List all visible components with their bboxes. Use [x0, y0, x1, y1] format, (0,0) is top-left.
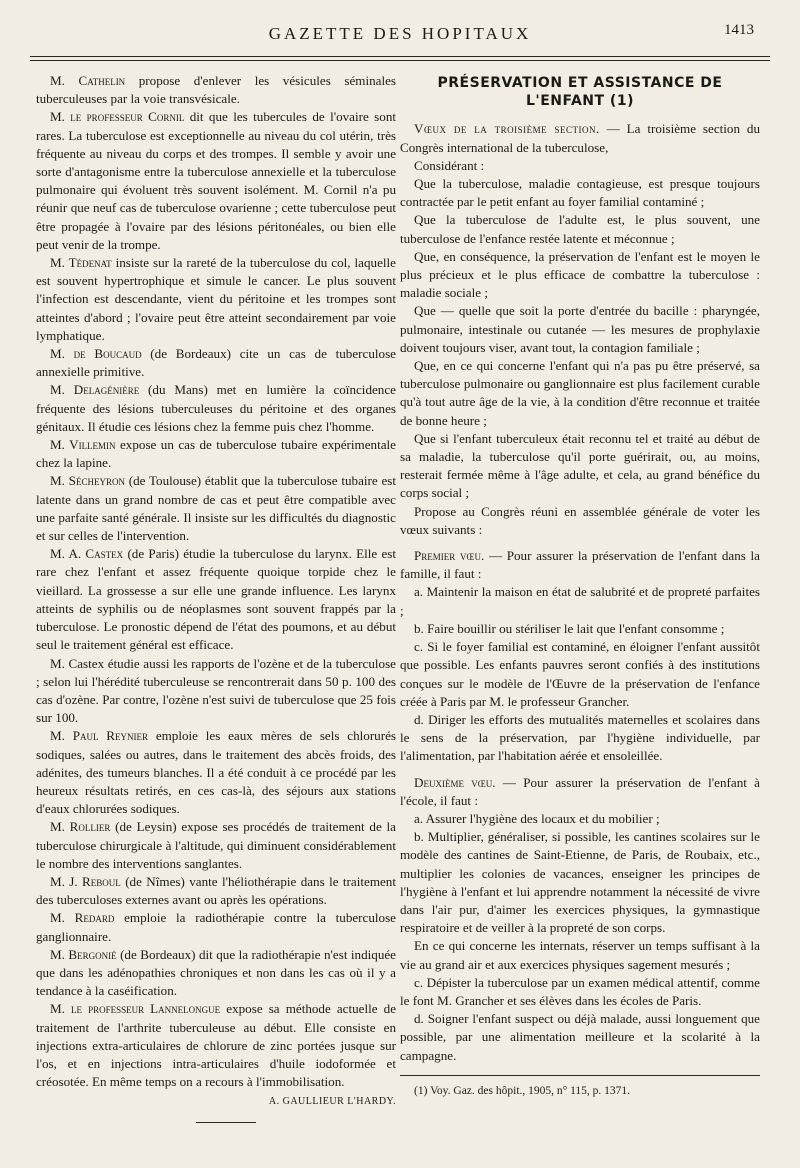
paragraph: [36, 946, 396, 1001]
voeu1-label: Premier vœu.: [414, 548, 485, 564]
voeu2-item: a. Assurer l'hygiène des locaux et du mobilier ;: [414, 810, 660, 826]
speaker-name: M. Paul Reynier: [50, 728, 149, 744]
paragraph-text: emploie la radiothérapie contre la tuberculose ganglionnaire.: [36, 910, 396, 944]
speaker-name: M. Delagénière: [50, 382, 140, 398]
paragraph: [36, 436, 396, 472]
paragraph-text: M. Castex étudie aussi les rapports de l'ozène et de la tuberculose ; selon lui l'hérédité tuberculeuse se rencontrerait dans 50 p. 100 des cas d'ozène. Par contre, l'ozène n'est suivi de tuberculose que 25 fois sur 100.: [36, 655, 396, 726]
paragraph: [36, 1000, 396, 1091]
paragraph-text: insiste sur la rareté de la tuberculose du col, laquelle est souvent hypertrophique et simule le cancer. Le plus souvent l'infection est descendante, vient du péritoine et les trompes sont atteintes d'abord ; l'ovaire peut être atteint secondairement par voie lymphatique.: [36, 255, 396, 343]
consideration-item: Propose au Congrès réuni en assemblée générale de voter les vœux suivants :: [400, 503, 760, 537]
paragraph-text: (de Leysin) expose ses procédés de traitement de la tuberculose chirurgicale à l'altitude, qui diminuent considérablement le nombre des interventions sanglantes.: [36, 819, 396, 871]
footnote: (1) Voy. Gaz. des hôpit., 1905, n° 115, p. 1371.: [414, 1084, 631, 1097]
voeu2-label: Deuxième vœu.: [414, 774, 496, 790]
speaker-name: M. A. Castex: [50, 546, 124, 562]
paragraph-text: (du Mans) met en lumière la coïncidence fréquente des lésions tuberculeuses du péritoine et des organes génitaux. Il étudie ces lésions chez la femme puis chez l'homme.: [36, 382, 396, 434]
speaker-name: M. le professeur Lannelongue: [50, 1001, 221, 1017]
paragraph: [36, 72, 396, 108]
considerant-label: Considérant :: [414, 157, 485, 173]
voeu1-intro-text: — Pour assurer la préservation de l'enfant dans la famille, il faut :: [400, 548, 760, 582]
voeu2-item: b. Multiplier, généraliser, si possible, les cantines scolaires sur le modèle des cantines de Saint-Etienne, de Paris, de Roubaix, etc., multiplier les colonies de vacances, enseigner les principes de l'hygiène à l'enfant et lui apprendre notamment la nécessité de vivre dans l'air pur, d'aimer les exercices physiques, la gymnastique respiratoire et de veiller à la propreté de son corps.: [400, 829, 760, 936]
section-subheading: [400, 120, 760, 156]
voeu2-item: d. Soigner l'enfant suspect ou déjà malade, aussi longuement que possible, par une alimentation meilleure et la scolarité à la campagne.: [400, 1011, 760, 1063]
section-title: PRÉSERVATION ET ASSISTANCE DE L'ENFANT (1): [437, 75, 723, 110]
paragraph-text: (de Bordeaux) cite un cas de tuberculose annexielle primitive.: [36, 346, 396, 380]
voeu2-intro: [400, 774, 760, 810]
considerations-list: [400, 175, 760, 539]
voeu1-intro: [400, 547, 760, 583]
paragraph: [36, 818, 396, 873]
paragraph-text: dit que les tubercules de l'ovaire sont rares. La tuberculose est exceptionnelle au niveau du col utérin, très fréquente au niveau du corps et des trompes. Il semble y avoir une sorte d'antagonisme entre la tuberculose annexielle et la tuberculose pulmonaire qui évoluent très souvent isolément. M. Cornil n'a pu réunir que neuf cas de tuberculose ovarienne ; cette tuberculose peut être propagée à l'ovaire par des lésions péritonéales, ou bien elle peut venir de la trompe.: [36, 109, 397, 252]
footnote-rule: [400, 1075, 760, 1076]
paragraph-text: emploie les eaux mères de sels chlorurés sodiques, salées ou autres, dans le traitement des abcès froids, des adénites, des tumeurs blanches. Il a été conduit à ce procédé par les heureux résultats retirés, en ces cas-là, des séjours aux stations d'eaux chlorurées sodiques.: [36, 728, 396, 817]
speaker-name: M. Tédenat: [50, 255, 112, 271]
voeu1-item: a. Maintenir la maison en état de salubrité et de propreté parfaites ;: [400, 584, 760, 618]
paragraph: [36, 655, 396, 728]
paragraph: [36, 873, 396, 909]
speaker-name: M. le professeur Cornil: [50, 109, 185, 125]
consideration-item: Que — quelle que soit la porte d'entrée du bacille : pharyngée, pulmonaire, intestinale ou cutanée — les mesures de prophylaxie doivent toujours viser, avant tout, la contagion familiale ;: [400, 303, 760, 355]
paragraph: [36, 381, 396, 436]
consideration-item: Que, en conséquence, la préservation de l'enfant est le moyen le plus précieux et le plus efficace de combattre la tuberculose : maladie sociale ;: [400, 248, 760, 301]
voeu1-items: [400, 583, 760, 765]
left-column: [36, 72, 396, 1123]
paragraph: [36, 727, 396, 818]
voeu2-items: [400, 810, 760, 1065]
voeu1-item: d. Diriger les efforts des mutualités maternelles et scolaires dans le sens de la préservation, par l'hygiène individuelle, par l'alimentation, par l'habitation aérée et ensoleillée.: [400, 711, 760, 764]
speaker-name: M. J. Reboul: [50, 873, 121, 889]
paragraph-text: (de Nîmes) vante l'héliothérapie dans le traitement des tuberculoses externes avant ou après les opérations.: [36, 873, 396, 908]
page-number: 1413: [724, 22, 754, 38]
speaker-name: M. de Boucaud: [50, 346, 142, 362]
journal-title: GAZETTE DES HOPITAUX: [268, 24, 532, 43]
speaker-name: M. Rollier: [50, 819, 111, 835]
paragraph-text: expose sa méthode actuelle de traitement de l'arthrite tuberculeuse au début. Elle consiste en injections extra-articulaires de chlorure de zinc portées jusque sur l'os, et en injections intra-articulaires d'huile iodoformée et créosotée. En même temps on a recours à l'immobilisation.: [36, 1001, 397, 1090]
paragraph-text: (de Bordeaux) dit que la radiothérapie n'est indiquée que dans les adénopathies chroniques et non dans les cas où il y a tendance à la caséification.: [36, 946, 396, 999]
paragraph: [36, 345, 396, 381]
header-rule: [30, 56, 770, 57]
paragraph: [36, 545, 396, 654]
right-column: [400, 72, 760, 1100]
header-rule-secondary: [30, 60, 770, 61]
paragraph: [36, 909, 396, 945]
subheading-label: Vœux de la troisième section.: [414, 121, 600, 137]
left-paragraphs: [36, 72, 396, 1091]
voeu2-item: En ce qui concerne les internats, réserver un temps suffisant à la vie au grand air et aux exercices physiques sagement mesurés ;: [400, 938, 760, 972]
paragraph: [36, 472, 396, 545]
speaker-name: M. Cathelin: [50, 73, 126, 88]
author-signature: A. GAULLIEUR L'HARDY.: [268, 1096, 396, 1108]
paragraph-text: (de Toulouse) établit que la tuberculose tubaire est latente dans un grand nombre de cas et peut être compatible avec une parfaite santé générale. Il insiste sur les difficultés du diagnostic et sur celles de l'intervention.: [36, 473, 396, 544]
voeu1-item: b. Faire bouillir ou stériliser le lait que l'enfant consomme ;: [414, 620, 725, 636]
paragraph-text: expose un cas de tuberculose tubaire expérimentale chez la lapine.: [36, 437, 396, 471]
consideration-item: Que, en ce qui concerne l'enfant qui n'a pas pu être préservé, sa tuberculose pulmonaire ou ganglionnaire est plus facilement curable qu'à tout autre âge de la vie, à la condition d'être reconnue et traitée de bonne heure ;: [400, 358, 760, 428]
consideration-item: Que si l'enfant tuberculeux était reconnu tel et traité au début de sa maladie, la tuberculose qu'il porte guérirait, ou, au moins, resterait fermée même à l'âge adulte, et cela, au grand bénéfice du corps social ;: [400, 430, 760, 501]
consideration-item: Que la tuberculose, maladie contagieuse, est presque toujours contractée par le petit enfant au foyer familial contaminé ;: [400, 176, 760, 210]
subheading-text: — La troisième section du Congrès international de la tuberculose,: [400, 121, 760, 155]
speaker-name: M. Sécheyron: [50, 473, 125, 489]
article-end-rule: [196, 1122, 256, 1123]
paragraph: [36, 254, 396, 345]
paragraph-text: propose d'enlever les vésicules séminales tuberculeuses par la voie transvésicale.: [36, 73, 396, 107]
speaker-name: M. Redard: [50, 910, 115, 926]
voeu2-intro-text: — Pour assurer la préservation de l'enfant à l'école, il faut :: [400, 774, 760, 808]
paragraph: [36, 108, 396, 254]
paragraph-text: (de Paris) étudie la tuberculose du larynx. Elle est rare chez l'enfant et assez fréquente quoique torpide chez le vieillard. La grossesse a sur elle une grande influence. Les larynx atteints de syphilis ou de néoplasmes sont souvent frappés par la tuberculose. Le pronostic dépend de l'état des poumons, et au début seul le traitement général est efficace.: [36, 546, 396, 653]
voeu2-item: c. Dépister la tuberculose par un examen médical attentif, comme le font M. Grancher et ses élèves dans les écoles de Paris.: [400, 974, 760, 1008]
speaker-name: M. Villemin: [50, 437, 116, 453]
consideration-item: Que la tuberculose de l'adulte est, le plus souvent, une tuberculose de l'enfance restée latente et méconnue ;: [400, 212, 760, 246]
voeu1-item: c. Si le foyer familial est contaminé, en éloigner l'enfant aussitôt que possible. Les enfants pauvres seront confiés à des institutions conçues sur le modèle de l'Œuvre de la préservation de l'enfance créée à Paris par M. le professeur Grancher.: [400, 639, 760, 709]
speaker-name: M. Bergonié: [50, 946, 117, 962]
